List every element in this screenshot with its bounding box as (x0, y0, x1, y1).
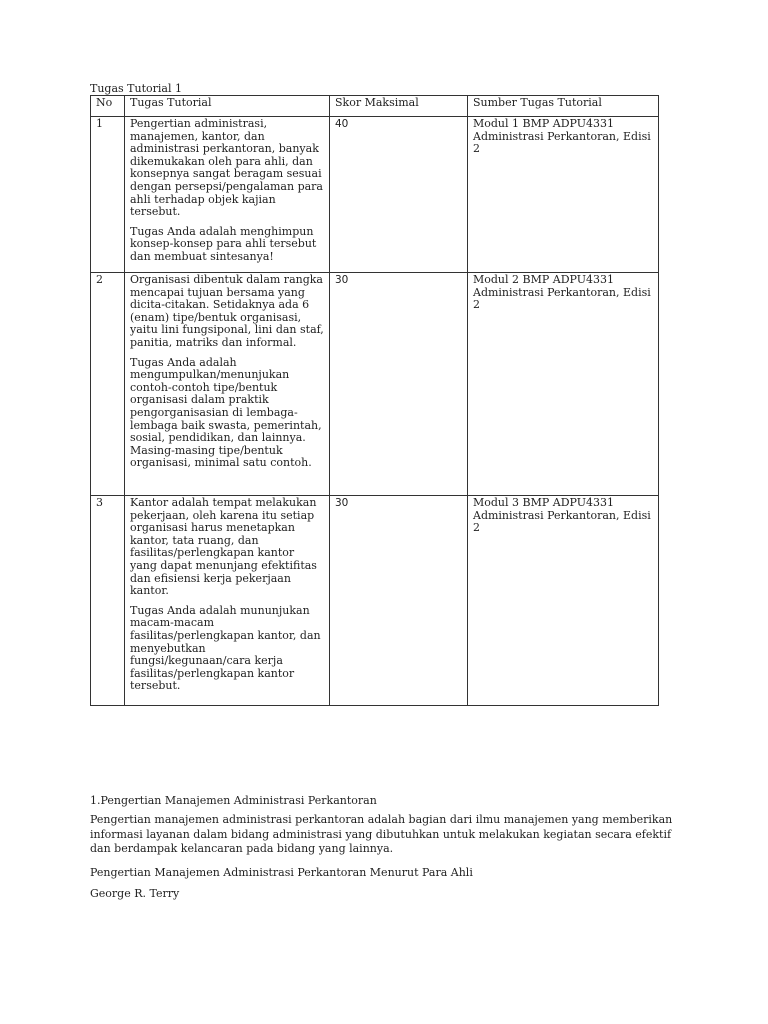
row-number: 1 (91, 117, 125, 273)
column-header-source: Sumber Tugas Tutorial (468, 96, 659, 117)
column-header-task: Tugas Tutorial (125, 96, 330, 117)
table-header-row (91, 96, 659, 117)
task-cell (125, 117, 330, 273)
row-number: 3 (91, 496, 125, 706)
task-instruction: Tugas Anda adalah menghimpun konsep-konsep para ahli tersebut dan membuat sintesanya! (130, 224, 317, 263)
task-cell (125, 273, 330, 496)
max-score: 30 (330, 273, 468, 496)
tutorial-task-table (90, 95, 659, 706)
table-row (91, 273, 659, 496)
section-heading: 1.Pengertian Manajemen Administrasi Perkantoran (90, 794, 377, 807)
table-row (91, 496, 659, 706)
section-body: Pengertian manajemen administrasi perkantoran adalah bagian dari ilmu manajemen yang memberikan informasi layanan dalam bidang administrasi yang dibutuhkan untuk melakukan kegiatan secara efektif dan berdampak kelancaran pada bidang yang lainnya. (90, 813, 673, 855)
max-score: 30 (330, 496, 468, 706)
expert-name: George R. Terry (90, 887, 180, 900)
document-title: Tugas Tutorial 1 (90, 82, 182, 95)
task-instruction: Tugas Anda adalah mununjukan macam-macam fasilitas/perlengkapan kantor, dan menyebutkan fungsi/kegunaan/cara kerja fasilitas/perlengkapan kantor tersebut. (130, 603, 321, 693)
task-description: Organisasi dibentuk dalam rangka mencapai tujuan bersama yang dicita-citakan. Setidaknya ada 6 (enam) tipe/bentuk organisasi, yaitu lini fungsiponal, lini dan staf, panitia, matriks dan informal. (130, 273, 324, 349)
task-description: Kantor adalah tempat melakukan pekerjaan, oleh karena itu setiap organisasi harus menetapkan kantor, tata ruang, dan fasilitas/perlengkapan kantor yang dapat menunjang efektifitas dan efisiensi kerja pekerjaan kantor. (130, 496, 317, 598)
column-header-score: Skor Maksimal (330, 96, 468, 117)
task-description: Pengertian administrasi, manajemen, kantor, dan administrasi perkantoran, banyak dikemukakan oleh para ahli, dan konsepnya sangat beragam sesuai dengan persepsi/pengalaman para ahli terhadap objek kajian tersebut. (130, 117, 323, 219)
max-score: 40 (330, 117, 468, 273)
row-number: 2 (91, 273, 125, 496)
column-header-no: No (91, 96, 125, 117)
task-source: Modul 1 BMP ADPU4331 Administrasi Perkantoran, Edisi 2 (468, 117, 659, 273)
table-row (91, 117, 659, 273)
task-source: Modul 3 BMP ADPU4331 Administrasi Perkantoran, Edisi 2 (468, 496, 659, 706)
task-cell (125, 496, 330, 706)
task-source: Modul 2 BMP ADPU4331 Administrasi Perkantoran, Edisi 2 (468, 273, 659, 496)
task-instruction: Tugas Anda adalah mengumpulkan/menunjukan contoh-contoh tipe/bentuk organisasi dalam praktik pengorganisasian di lembaga-lembaga baik swasta, pemerintah, sosial, pendidikan, dan lainnya. Masing-masing tipe/bentuk organisasi, minimal satu contoh. (130, 355, 322, 470)
section-subheading: Pengertian Manajemen Administrasi Perkantoran Menurut Para Ahli (90, 866, 473, 879)
